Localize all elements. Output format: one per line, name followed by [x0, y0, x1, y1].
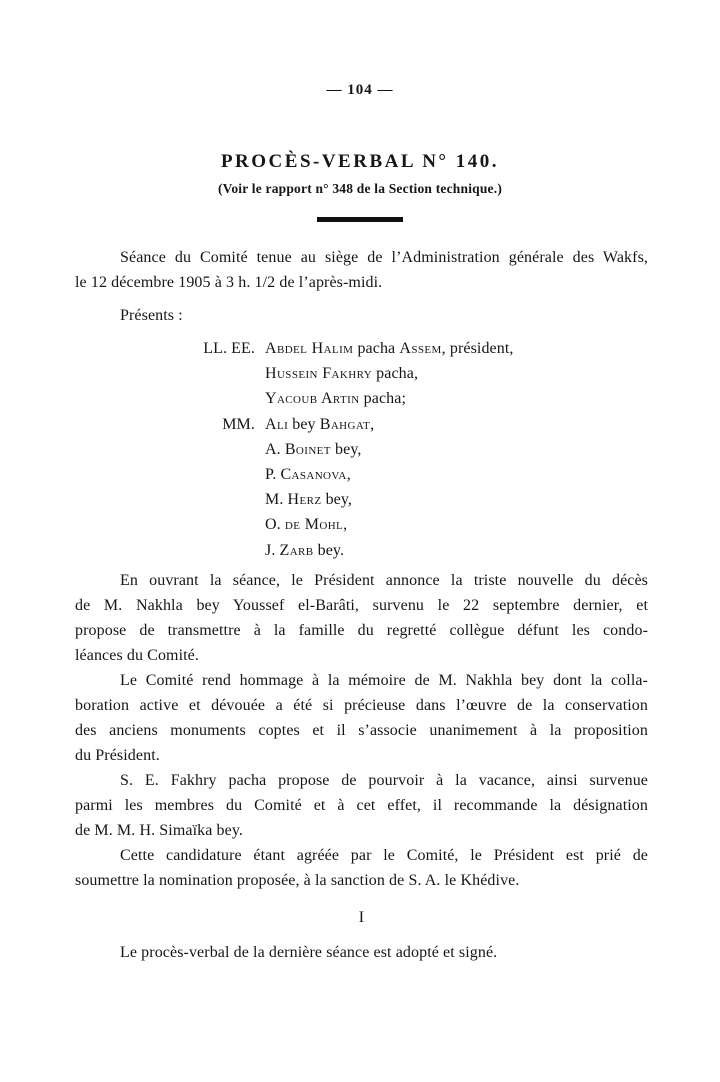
- attendee-row: [193, 361, 648, 386]
- closing-line: Le procès-verbal de la dernière séance est adopté et signé.: [120, 943, 498, 961]
- paragraph: [75, 568, 648, 668]
- text-line: En ouvrant la séance, le Président annonce la triste nouvelle du décès: [120, 571, 648, 589]
- attendee-name-smallcaps: Assem: [399, 340, 442, 357]
- page-subtitle: (Voir le rapport n° 348 de la Section technique.): [217, 181, 503, 196]
- document-body: [75, 245, 648, 965]
- text-line: propose de transmettre à la famille du regretté collègue défunt les condo-: [75, 621, 648, 639]
- attendee-group-label: [193, 361, 255, 386]
- attendee-name-text: bey.: [313, 541, 345, 559]
- text-line: le 12 décembre 1905 à 3 h. 1/2 de l’après-midi.: [75, 274, 383, 291]
- attendee-name-text: J.: [265, 541, 280, 559]
- attendee-row: [193, 487, 648, 512]
- text-line: soumettre la nomination proposée, à la sanction de S. A. le Khédive.: [75, 871, 520, 889]
- attendee-group-label: [193, 386, 255, 411]
- text-line: parmi les membres du Comité et à cet effet, il recommande la désignation: [75, 796, 648, 814]
- attendee-name: [265, 437, 361, 462]
- text-line: Cette candidature étant agréée par le Comité, le Président est prié de: [120, 846, 648, 864]
- attendee-name: [265, 412, 374, 437]
- text-line: léances du Comité.: [75, 646, 199, 664]
- text-line: Le Comité rend hommage à la mémoire de M. Nakhla bey dont la colla-: [120, 671, 648, 689]
- attendee-group-label: [193, 512, 255, 537]
- attendee-name-text: ,: [370, 415, 375, 433]
- section-numeral: I: [358, 908, 365, 926]
- attendee-name: [265, 336, 514, 361]
- attendee-group-label: [193, 538, 255, 563]
- text-line: de M. Nakhla bey Youssef el-Barâti, survenu le 22 septembre dernier, et: [75, 596, 648, 614]
- attendee-name-text: ,: [346, 466, 351, 484]
- attendee-name-text: bey,: [321, 491, 353, 509]
- attendee-row: [193, 386, 648, 411]
- text-line: du Président.: [75, 746, 160, 764]
- presents-label: Présents :: [120, 307, 183, 324]
- page-title: PROCÈS-VERBAL N° 140.: [220, 151, 500, 172]
- body-paragraphs: [75, 568, 648, 893]
- page-number: — 104 —: [326, 82, 394, 98]
- attendee-name-smallcaps: Zarb: [279, 541, 314, 559]
- attendee-name: [265, 361, 418, 386]
- attendee-name-text: pacha,: [372, 365, 419, 383]
- attendee-name: [265, 386, 406, 411]
- attendee-row: [193, 412, 648, 437]
- attendee-name-text: bey,: [330, 440, 362, 458]
- attendee-name-text: pacha;: [359, 390, 406, 408]
- text-line: de M. M. H. Simaïka bey.: [75, 821, 244, 839]
- attendee-name: [265, 512, 347, 537]
- attendee-name-text: P.: [265, 466, 281, 484]
- text-line: des anciens monuments coptes et il s’associe unanimement à la proposition: [75, 721, 648, 739]
- attendee-group-label: [193, 487, 255, 512]
- attendee-group-label: LL. EE.: [203, 340, 255, 357]
- attendee-name-smallcaps: Ali: [265, 415, 289, 433]
- attendee-name-text: M.: [265, 491, 288, 509]
- attendee-name-smallcaps: Yacoub Artin: [265, 390, 360, 408]
- attendee-name-text: pacha: [353, 340, 400, 357]
- text-line: boration active et dévouée a été si précieuse dans l’œuvre de la conservation: [75, 696, 648, 714]
- paragraph: [75, 843, 648, 893]
- attendee-row: [193, 462, 648, 487]
- attendee-name-smallcaps: de Mohl: [284, 516, 344, 534]
- attendee-name-text: ,: [343, 516, 348, 534]
- attendees-list: [193, 336, 648, 563]
- attendee-name: [265, 487, 352, 512]
- attendee-group-label: [193, 462, 255, 487]
- attendee-row: [193, 336, 648, 361]
- attendee-name-text: , président,: [441, 340, 514, 357]
- attendee-row: [193, 538, 648, 563]
- paragraph: [75, 768, 648, 843]
- attendee-name: [265, 538, 344, 563]
- attendee-name-text: A.: [265, 440, 285, 458]
- attendee-group-label: MM.: [222, 415, 255, 433]
- paragraph: [75, 668, 648, 768]
- text-line: S. E. Fakhry pacha propose de pourvoir à la vacance, ainsi survenue: [120, 771, 648, 789]
- attendee-name-smallcaps: Herz: [287, 491, 322, 509]
- text-line: Séance du Comité tenue au siège de l’Administration générale des Wakfs,: [120, 249, 648, 266]
- attendee-name-smallcaps: Boinet: [284, 440, 331, 458]
- attendee-name-text: bey: [288, 415, 320, 433]
- section-divider-rule: [317, 217, 403, 222]
- attendee-name-text: O.: [265, 516, 285, 534]
- attendee-row: [193, 437, 648, 462]
- attendee-name-smallcaps: Bahgat: [319, 415, 371, 433]
- attendee-name-smallcaps: Casanova: [280, 466, 347, 484]
- intro-paragraph: [75, 245, 648, 295]
- attendee-name-smallcaps: Hussein Fakhry: [265, 365, 373, 383]
- attendee-name-smallcaps: Abdel Halim: [265, 340, 354, 357]
- attendee-name: [265, 462, 351, 487]
- attendee-row: [193, 512, 648, 537]
- attendee-group-label: [193, 437, 255, 462]
